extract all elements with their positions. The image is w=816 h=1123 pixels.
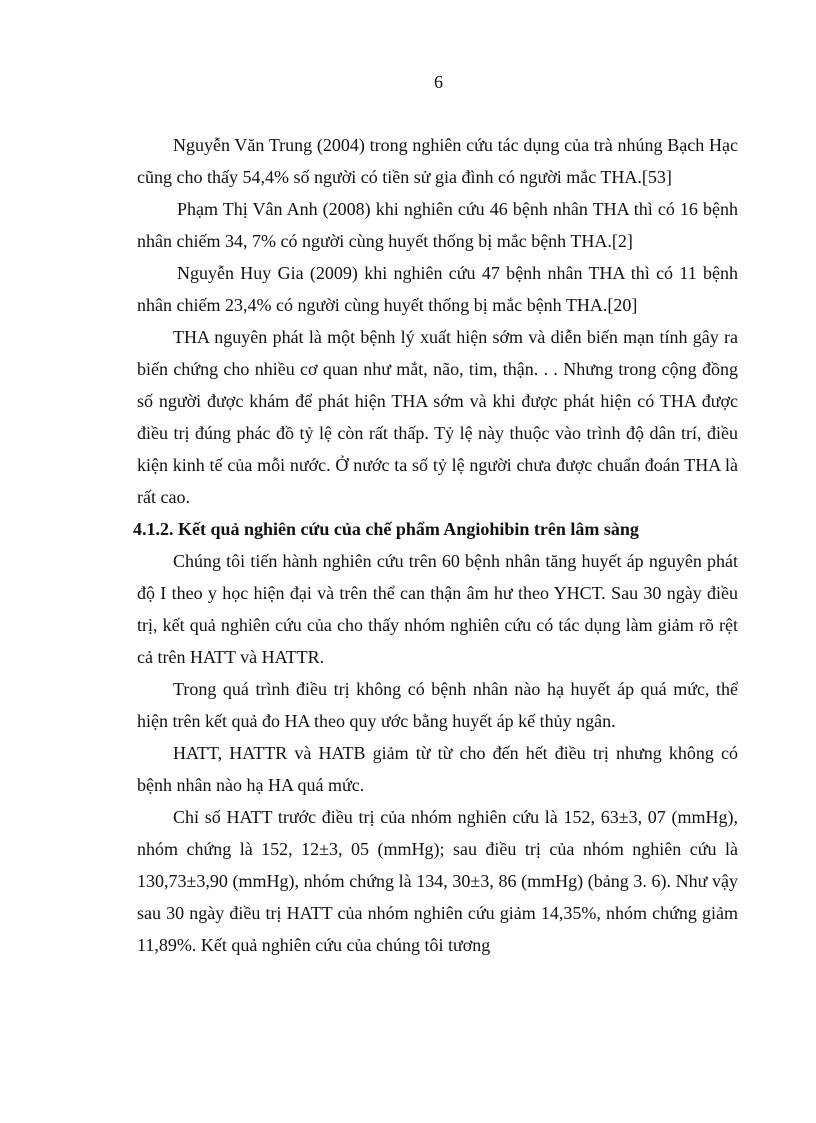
page-number: 6: [434, 72, 443, 92]
paragraph-gradual-decrease: HATT, HATTR và HATB giảm từ từ cho đến hết điều trị nhưng không có bệnh nhân nào hạ HA quá mức.: [137, 743, 738, 795]
paragraph-family-history-trung: Nguyễn Văn Trung (2004) trong nghiên cứu tác dụng của trà nhúng Bạch Hạc cũng cho thấy 54,4% số người có tiền sử gia đình có người mắc THA.[53]: [137, 135, 738, 187]
paragraph-no-hypotension: Trong quá trình điều trị không có bệnh nhân nào hạ huyết áp quá mức, thể hiện trên kết quả đo HA theo quy ước bằng huyết áp kế thủy ngân.: [137, 679, 738, 731]
section-heading-4-1-2: 4.1.2. Kết quả nghiên cứu của chế phẩm Angiohibin trên lâm sàng: [133, 519, 639, 539]
paragraph-study-overview: Chúng tôi tiến hành nghiên cứu trên 60 bệnh nhân tăng huyết áp nguyên phát độ I theo y học hiện đại và trên thể can thận âm hư theo YHCT. Sau 30 ngày điều trị, kết quả nghiên cứu của cho thấy nhóm nghiên cứu có tác dụng làm giảm rõ rệt cả trên HATT và HATTR.: [137, 551, 738, 667]
paragraph-family-history-huy-gia: Nguyễn Huy Gia (2009) khi nghiên cứu 47 bệnh nhân THA thì có 11 bệnh nhân chiếm 23,4% có người cùng huyết thống bị mắc bệnh THA.[20]: [137, 263, 738, 315]
paragraph-family-history-van-anh: Phạm Thị Vân Anh (2008) khi nghiên cứu 46 bệnh nhân THA thì có 16 bệnh nhân chiếm 34, 7% có người cùng huyết thống bị mắc bệnh THA.[2]: [137, 199, 738, 251]
paragraph-hatt-results: Chỉ số HATT trước điều trị của nhóm nghiên cứu là 152, 63±3, 07 (mmHg), nhóm chứng là 152, 12±3, 05 (mmHg); sau điều trị của nhóm nghiên cứu là 130,73±3,90 (mmHg), nhóm chứng là 134, 30±3, 86 (mmHg) (bảng 3. 6). Như vậy sau 30 ngày điều trị HATT của nhóm nghiên cứu giảm 14,35%, nhóm chứng giảm 11,89%. Kết quả nghiên cứu của chúng tôi tương: [137, 807, 738, 955]
document-body: [133, 129, 738, 961]
paragraph-primary-hypertension: THA nguyên phát là một bệnh lý xuất hiện sớm và diễn biến mạn tính gây ra biến chứng cho nhiều cơ quan như mắt, não, tim, thận. . . Nhưng trong cộng đồng số người được khám để phát hiện THA sớm và khi được phát hiện có THA được điều trị đúng phác đồ tỷ lệ còn rất thấp. Tỷ lệ này thuộc vào trình độ dân trí, điều kiện kinh tế của mỗi nước. Ở nước ta số tỷ lệ người chưa được chuẩn đoán THA là rất cao.: [137, 327, 738, 507]
